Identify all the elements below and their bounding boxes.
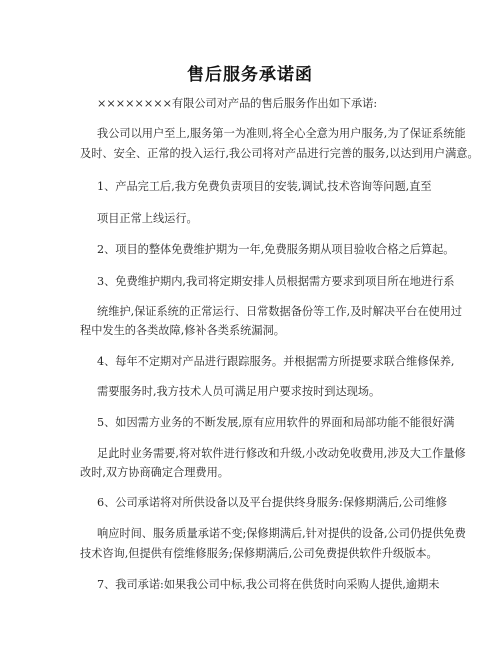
- paragraph-line: 6、公司承诺将对所供设备以及平台提供终身服务:保修期满后,公司维修: [97, 496, 448, 509]
- paragraph-line: 及时、安全、正常的投入运行,我公司将对产品进行完善的服务,以达到用户满意。: [80, 147, 479, 160]
- addressee-line: ××××××××有限公司对产品的售后服务作出如下承诺:: [97, 97, 378, 110]
- paragraph-line: 4、每年不定期对产品进行跟踪服务。并根据需方所提要求联合维修保养,: [97, 355, 455, 368]
- paragraph-line: 我公司以用户至上,服务第一为准则,将全心全意为用户服务,为了保证系统能: [97, 127, 466, 140]
- paragraph-line: 改时,双方协商确定合理费用。: [80, 466, 229, 479]
- paragraph-line: 7、我司承诺:如果我公司中标,我公司将在供货时向采购人提供,逾期未: [97, 578, 440, 591]
- paragraph-line: 1、产品完工后,我方免费负责项目的安装,调试,技术咨询等问题,直至: [97, 180, 432, 193]
- paragraph-line: 足此时业务需要,将对软件进行修改和升级,小改动免收费用,涉及大工作量修: [97, 447, 466, 460]
- paragraph-line: 统维护,保证系统的正常运行、日常数据备份等工作,及时解决平台在使用过: [97, 305, 463, 318]
- paragraph-line: 5、如因需方业务的不断发展,原有应用软件的界面和局部功能不能很好满: [97, 416, 455, 429]
- paragraph-line: 响应时间、服务质量承诺不变;保修期满后,针对提供的设备,公司仍提供免费: [97, 527, 466, 540]
- document-title: 售后服务承诺函: [187, 65, 313, 85]
- paragraph-line: 项目正常上线运行。: [97, 212, 198, 225]
- paragraph-line: 3、免费维护期内,我司将定期安排人员根据需方要求到项目所在地进行系: [97, 275, 455, 288]
- paragraph-line: 技术咨询,但提供有偿维修服务;保修期满后,公司免费提供软件升级版本。: [80, 547, 438, 560]
- paragraph-line: 2、项目的整体免费维护期为一年,免费服务期从项目验收合格之后算起。: [97, 243, 455, 256]
- paragraph-line: 程中发生的各类故障,修补各类系统漏洞。: [80, 324, 285, 337]
- paragraph-line: 需要服务时,我方技术人员可满足用户要求按时到达现场。: [97, 385, 381, 398]
